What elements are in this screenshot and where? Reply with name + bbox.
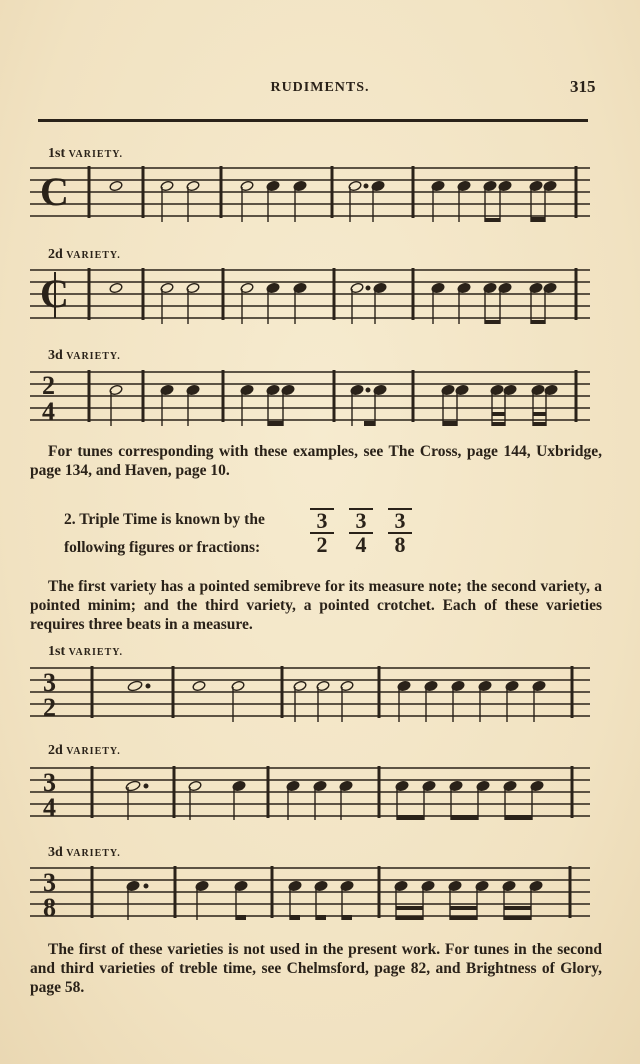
fraction-3-4 bbox=[350, 508, 372, 556]
fraction-numerator: 3 bbox=[355, 508, 367, 533]
variety-number: 3d bbox=[48, 845, 63, 860]
fraction-denominator: 4 bbox=[355, 532, 367, 557]
variety-number: 3d bbox=[48, 348, 63, 363]
variety-label-triple-1 bbox=[48, 644, 123, 660]
triple-time-note: The first of these varieties is not used in the present work. For tunes in the second and third varieties of treble time, see Chelmsford, page 82, and Brightness of Glory, page 58. bbox=[30, 941, 602, 996]
variety-word: VARIETY. bbox=[68, 149, 124, 160]
variety-word: VARIETY. bbox=[66, 250, 121, 261]
svg-text:8: 8 bbox=[43, 893, 56, 922]
fraction-denominator: 2 bbox=[316, 532, 328, 557]
svg-text:2: 2 bbox=[43, 693, 56, 722]
staff-triple-1 bbox=[30, 668, 590, 716]
common-time-note: For tunes corresponding with these examples, see The Cross, page 144, Uxbridge, page 134, and Haven, page 10. bbox=[30, 443, 602, 479]
svg-text:3: 3 bbox=[43, 668, 56, 697]
variety-label-triple-3 bbox=[48, 845, 121, 861]
svg-text:2: 2 bbox=[42, 371, 55, 400]
svg-text:3: 3 bbox=[43, 768, 56, 797]
page-number: 315 bbox=[570, 77, 596, 96]
staff-common-2 bbox=[30, 270, 590, 318]
fraction-numerator: 3 bbox=[316, 508, 328, 533]
staff-triple-2 bbox=[30, 768, 590, 816]
running-head: RUDIMENTS. bbox=[270, 80, 370, 95]
svg-text:4: 4 bbox=[43, 793, 56, 822]
fraction-numerator: 3 bbox=[394, 508, 406, 533]
svg-text:C: C bbox=[40, 169, 69, 214]
variety-word: VARIETY. bbox=[66, 746, 121, 757]
fraction-3-2 bbox=[311, 508, 333, 556]
fraction-3-8 bbox=[389, 508, 411, 556]
variety-number: 2d bbox=[48, 743, 63, 758]
svg-text:3: 3 bbox=[43, 868, 56, 897]
svg-text:C: C bbox=[40, 271, 69, 316]
variety-word: VARIETY. bbox=[66, 351, 121, 362]
fraction-denominator: 8 bbox=[394, 532, 406, 557]
staff-common-1 bbox=[30, 168, 590, 216]
triple-time-intro-line1: 2. Triple Time is known by the bbox=[64, 511, 265, 528]
variety-number: 2d bbox=[48, 247, 63, 262]
staff-common-3 bbox=[30, 372, 590, 420]
triple-time-description: The first variety has a pointed semibreve for its measure note; the second variety, a pointed minim; and the third variety, a pointed crotchet. Each of these varieties requires three beats in a measure. bbox=[30, 578, 602, 633]
svg-text:4: 4 bbox=[42, 397, 55, 426]
variety-number: 1st bbox=[48, 644, 66, 659]
variety-word: VARIETY. bbox=[66, 848, 121, 859]
variety-label-triple-2 bbox=[48, 743, 121, 759]
variety-word: VARIETY. bbox=[68, 647, 124, 658]
triple-time-intro-line2: following figures or fractions: bbox=[64, 539, 261, 556]
variety-number: 1st bbox=[48, 146, 66, 161]
